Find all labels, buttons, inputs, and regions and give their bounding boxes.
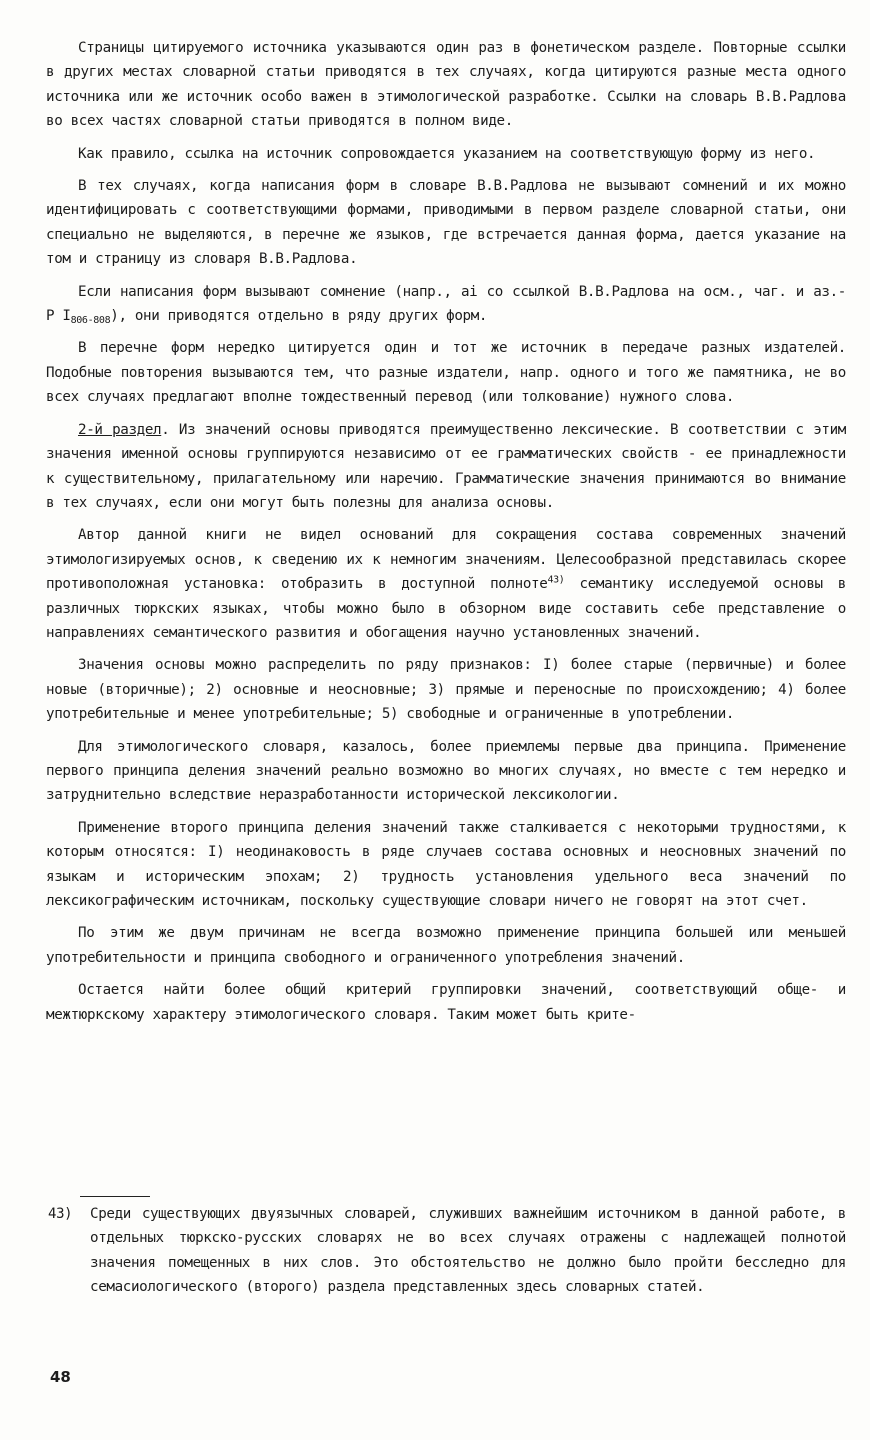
- paragraph: По этим же двум причинам не всегда возможно применение принципа большей или меньшей употребительности и принципа свободного и ограниченного употребления значений.: [46, 925, 846, 966]
- footnote: [46, 1202, 846, 1300]
- paragraph: В перечне форм нередко цитируется один и тот же источник в передаче разных издателей. Подобные повторения вызываются тем, что разные издатели, напр. одного и того же памятника, не во всех случаях предлагают вполне тождественный перевод (или толкование) нужного слова.: [46, 340, 846, 406]
- paragraph: Страницы цитируемого источника указываются один раз в фонетическом разделе. Повторные ссылки в других местах словарной статьи приводятся в тех случаях, когда цитируются разные места одного источника или же источник особо важен в этимологической разработке. Ссылки на словарь В.В.Радлова во всех частях словарной статьи приводятся в полном виде.: [46, 40, 846, 130]
- paragraph: Остается найти более общий критерий группировки значений, соответствующий обще- и межтюркскому характеру этимологического словаря. Таким может быть крите-: [46, 982, 846, 1023]
- paragraph: Значения основы можно распределить по ряду признаков: I) более старые (первичные) и более новые (вторичные); 2) основные и неосновные; 3) прямые и переносные по происхождению; 4) более употребительные и менее употребительные; 5) свободные и ограниченные в употреблении.: [46, 657, 846, 723]
- paragraph: Если написания форм вызывают сомнение (напр., ai со ссылкой В.В.Радлова на осм., чаг. и аз.- Р $I_{806-808}$), они приводятся отдельно в ряду других форм.: [46, 283, 846, 327]
- section-heading: 2-й раздел: [78, 421, 162, 438]
- paragraph: В тех случаях, когда написания форм в словаре В.В.Радлова не вызывают сомнений и их можно идентифицировать с соответствующими формами, приводимыми в первом разделе словарной статьи, они специально не выделяются, в перечне же языков, где встречается данная форма, дается указание на том и страницу из словаря В.В.Радлова.: [46, 178, 846, 268]
- footnote-text: Среди существующих двуязычных словарей, служивших важнейшим источником в данной работе, в отдельных тюркско-русских словарях не во всех случаях отражены с надлежащей полнотой значения помещенных в них слов. Это обстоятельство не должно было пройти бесследно для семасиологического (второго) раздела представленных здесь словарных статей.: [90, 1206, 846, 1296]
- cited-word: ai: [460, 283, 478, 300]
- footnote-divider: [80, 1196, 150, 1197]
- paragraph: Для этимологического словаря, казалось, более приемлемы первые два принципа. Применение первого принципа деления значений реально возможно во многих случаях, но вместе с тем нередко и затруднительно вследствие неразработанности исторической лексикологии.: [46, 738, 846, 804]
- paragraph: 2-й раздел. Из значений основы приводятся преимущественно лексические. В соответствии с этим значения именной основы группируются независимо от ее грамматических свойств - ее принадлежности к существительному, прилагательному или наречию. Грамматические значения принимаются во внимание в тех случаях, если они могут быть полезны для анализа основы.: [46, 421, 846, 511]
- footnote-ref: 43): [547, 574, 565, 586]
- page-range: 806-808: [70, 315, 111, 327]
- body-text: [46, 36, 846, 1035]
- paragraph: Как правило, ссылка на источник сопровождается указанием на соответствующую форму из него.: [78, 145, 816, 162]
- paragraph: Автор данной книги не видел оснований для сокращения состава современных значений этимологизируемых основ, к сведению их к немногим значениям. Целесообразной представилась скорее противоположная установка: отобразить в доступной полноте$^{43)}$ семантику исследуемой основы в различных тюркских языках, чтобы можно было в обзорном виде составить себе представление о направлениях семантического развития и обогащения научно установленных значений.: [46, 527, 846, 641]
- page-number: 48: [50, 1368, 71, 1386]
- paragraph: Применение второго принципа деления значений также сталкивается с некоторыми трудностями, к которым относятся: I) неодинаковость в ряде случаев состава основных и неосновных значений по языкам и историческим эпохам; 2) трудность установления удельного веса значений по лексикографическим источникам, поскольку существующие словари ничего не говорят на этот счет.: [46, 819, 846, 909]
- footnote-mark: 43): [48, 1206, 73, 1222]
